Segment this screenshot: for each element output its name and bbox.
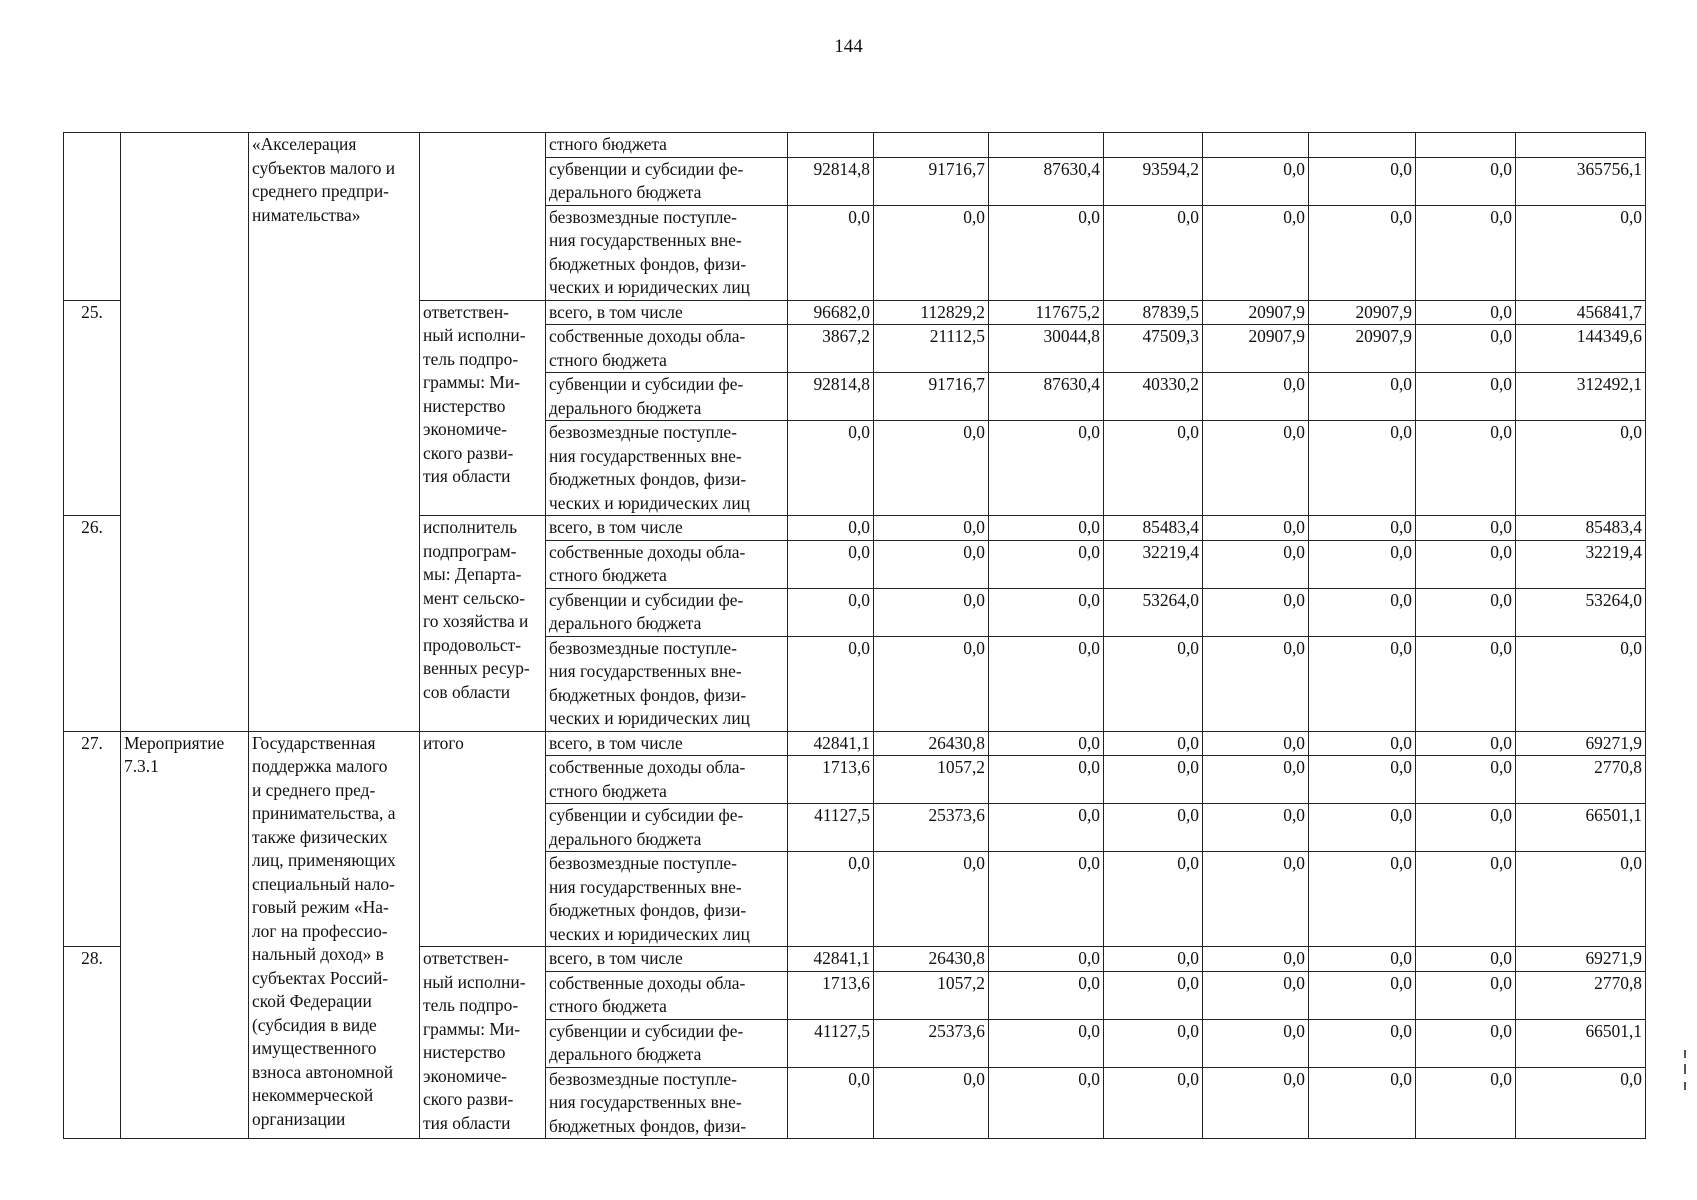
value-cell: 92814,8 [788, 157, 874, 205]
value-cell: 0,0 [874, 1067, 989, 1139]
value-cell: 0,0 [989, 421, 1104, 516]
text-line: тия области [423, 1112, 511, 1133]
value-cell: 25373,6 [874, 804, 989, 852]
value-cell: 0,0 [1309, 731, 1416, 756]
value-cell: 0,0 [1309, 971, 1416, 1019]
text-line: безвозмездные поступле- [549, 853, 737, 873]
executor-cell [420, 516, 546, 732]
value-cell: 0,0 [1309, 588, 1416, 636]
text-line: стного бюджета [549, 565, 667, 585]
funding-source-cell [546, 1019, 788, 1067]
text-line: граммы: Ми- [423, 1018, 520, 1039]
value-cell: 93594,2 [1104, 157, 1203, 205]
text-line: специальный нало- [252, 873, 395, 894]
text-line: ской Федерации [252, 991, 372, 1011]
text-line: субвенции и субсидии фе- [549, 1020, 744, 1041]
value-cell: 32219,4 [1104, 540, 1203, 588]
text-line: «Акселерация [252, 134, 357, 154]
text-line: Государственная [252, 732, 376, 753]
text-line: тель подпро- [423, 348, 519, 369]
value-cell: 0,0 [1104, 1067, 1203, 1139]
text-line: лиц, применяющих [252, 850, 396, 870]
value-cell: 40330,2 [1104, 373, 1203, 421]
text-line: 7.3.1 [124, 756, 159, 776]
page-number: 144 [834, 36, 863, 57]
value-cell: 0,0 [1203, 971, 1309, 1019]
funding-source-cell [546, 1067, 788, 1139]
funding-source-cell [546, 636, 788, 731]
value-cell: 0,0 [1309, 947, 1416, 972]
value-cell: 0,0 [1203, 205, 1309, 300]
value-cell: 0,0 [1203, 636, 1309, 731]
value-cell [1416, 133, 1516, 158]
text-line: ответствен- [423, 948, 509, 968]
value-cell: 1713,6 [788, 756, 874, 804]
funding-source-cell [546, 516, 788, 541]
value-cell: 0,0 [1416, 731, 1516, 756]
text-line: безвозмездные поступле- [549, 422, 737, 442]
funding-source-cell [546, 325, 788, 373]
text-line: экономиче- [423, 1065, 507, 1086]
value-cell: 0,0 [788, 636, 874, 731]
event-cell [121, 731, 249, 1139]
value-cell: 0,0 [1309, 421, 1416, 516]
text-line: ческих и юридических лиц [549, 277, 750, 297]
value-cell: 0,0 [1309, 1067, 1416, 1139]
text-line: ния государственных вне- [549, 876, 742, 897]
value-cell: 87630,4 [989, 373, 1104, 421]
text-line: субвенции и субсидии фе- [549, 374, 744, 394]
value-cell: 0,0 [1416, 852, 1516, 947]
funding-source-cell [546, 300, 788, 325]
value-cell: 26430,8 [874, 731, 989, 756]
text-line: мы: Департа- [423, 564, 522, 584]
value-cell: 0,0 [989, 947, 1104, 972]
executor-cell [420, 731, 546, 947]
funding-source-cell [546, 157, 788, 205]
value-cell: 0,0 [989, 731, 1104, 756]
value-cell: 0,0 [1309, 1019, 1416, 1067]
value-cell: 0,0 [874, 205, 989, 300]
value-cell [788, 133, 874, 158]
value-cell: 0,0 [1309, 373, 1416, 421]
value-cell: 0,0 [1203, 756, 1309, 804]
text-line: лог на профессио- [252, 920, 388, 941]
value-cell: 2770,8 [1516, 756, 1646, 804]
value-cell: 96682,0 [788, 300, 874, 325]
funding-source-cell [546, 756, 788, 804]
value-cell: 66501,1 [1516, 804, 1646, 852]
value-cell: 32219,4 [1516, 540, 1646, 588]
funding-source-cell [546, 205, 788, 300]
value-cell: 0,0 [989, 852, 1104, 947]
text-line: бюджетных фондов, физи- [549, 469, 747, 489]
text-line: ния государственных вне- [549, 661, 742, 681]
value-cell: 0,0 [874, 516, 989, 541]
text-line: ный исполни- [423, 971, 526, 992]
text-line: субвенции и субсидии фе- [549, 805, 744, 825]
value-cell: 0,0 [1309, 852, 1416, 947]
program-title-cell [249, 731, 420, 1139]
funding-source-cell [546, 540, 788, 588]
value-cell [1516, 133, 1646, 158]
value-cell: 0,0 [989, 636, 1104, 731]
text-line: тия области [423, 466, 511, 486]
value-cell: 1057,2 [874, 756, 989, 804]
text-line: тель подпро- [423, 995, 519, 1015]
value-cell: 0,0 [989, 516, 1104, 541]
value-cell: 0,0 [1516, 421, 1646, 516]
text-line: и среднего пред- [252, 779, 376, 800]
value-cell: 41127,5 [788, 804, 874, 852]
text-line: нальный доход» в [252, 944, 384, 964]
value-cell: 42841,1 [788, 947, 874, 972]
value-cell: 0,0 [1104, 731, 1203, 756]
value-cell: 92814,8 [788, 373, 874, 421]
index-cell: 28. [64, 947, 121, 1139]
value-cell: 0,0 [1203, 421, 1309, 516]
value-cell: 0,0 [1416, 1019, 1516, 1067]
text-line: стного бюджета [549, 134, 667, 154]
value-cell: 0,0 [1309, 756, 1416, 804]
table-row [64, 133, 1646, 158]
text-line: собственные доходы обла- [549, 972, 746, 993]
value-cell [1104, 133, 1203, 158]
text-line: ского разви- [423, 1089, 514, 1109]
text-line: принимательства, а [252, 803, 396, 823]
text-line: собственные доходы обла- [549, 326, 746, 346]
value-cell: 0,0 [788, 516, 874, 541]
value-cell: 69271,9 [1516, 731, 1646, 756]
value-cell: 0,0 [1309, 516, 1416, 541]
value-cell: 0,0 [788, 205, 874, 300]
text-line: экономиче- [423, 419, 507, 439]
value-cell: 0,0 [1416, 157, 1516, 205]
text-line: ответствен- [423, 301, 509, 322]
value-cell: 2770,8 [1516, 971, 1646, 1019]
text-line: ческих и юридических лиц [549, 708, 750, 728]
text-line: стного бюджета [549, 780, 667, 801]
text-line: исполнитель [423, 517, 518, 537]
value-cell: 0,0 [1203, 852, 1309, 947]
text-line: продовольст- [423, 634, 522, 655]
text-line: мент сельско- [423, 587, 526, 608]
value-cell: 30044,8 [989, 325, 1104, 373]
value-cell: 47509,3 [1104, 325, 1203, 373]
value-cell: 0,0 [788, 421, 874, 516]
text-line: граммы: Ми- [423, 372, 520, 392]
value-cell: 1057,2 [874, 971, 989, 1019]
value-cell [874, 133, 989, 158]
text-line: венных ресур- [423, 658, 530, 678]
value-cell: 365756,1 [1516, 157, 1646, 205]
value-cell: 0,0 [1416, 540, 1516, 588]
text-line: ния государственных вне- [549, 230, 742, 250]
text-line: собственные доходы обла- [549, 541, 746, 562]
text-line: среднего предпри- [252, 181, 389, 201]
text-line: субвенции и субсидии фе- [549, 589, 744, 610]
value-cell: 312492,1 [1516, 373, 1646, 421]
table-row [64, 731, 1646, 756]
value-cell: 0,0 [1416, 300, 1516, 325]
text-line: сов области [423, 681, 511, 702]
scan-margin-mark [1684, 1082, 1686, 1090]
value-cell: 0,0 [989, 540, 1104, 588]
value-cell: 21112,5 [874, 325, 989, 373]
value-cell: 87630,4 [989, 157, 1104, 205]
value-cell: 66501,1 [1516, 1019, 1646, 1067]
value-cell: 85483,4 [1104, 516, 1203, 541]
executor-cell [420, 947, 546, 1139]
text-line: ского разви- [423, 442, 514, 463]
index-cell [64, 133, 121, 301]
value-cell [989, 133, 1104, 158]
text-line: организации [252, 1108, 346, 1129]
value-cell: 0,0 [1416, 947, 1516, 972]
value-cell: 69271,9 [1516, 947, 1646, 972]
value-cell: 0,0 [1416, 636, 1516, 731]
text-line: безвозмездные поступле- [549, 206, 737, 227]
value-cell: 26430,8 [874, 947, 989, 972]
value-cell: 0,0 [1416, 971, 1516, 1019]
value-cell: 0,0 [989, 756, 1104, 804]
text-line: нистерство [423, 1042, 506, 1062]
text-line: итого [423, 732, 464, 753]
value-cell: 0,0 [788, 1067, 874, 1139]
value-cell [1309, 133, 1416, 158]
value-cell: 0,0 [1104, 852, 1203, 947]
value-cell: 0,0 [1416, 325, 1516, 373]
value-cell: 42841,1 [788, 731, 874, 756]
funding-source-cell [546, 133, 788, 158]
value-cell: 1713,6 [788, 971, 874, 1019]
value-cell: 0,0 [1516, 636, 1646, 731]
budget-table [63, 132, 1646, 1139]
value-cell: 0,0 [788, 540, 874, 588]
value-cell: 53264,0 [1104, 588, 1203, 636]
text-line: дерального бюджета [549, 1044, 702, 1064]
funding-source-cell [546, 588, 788, 636]
value-cell: 0,0 [874, 540, 989, 588]
text-line: нистерство [423, 395, 506, 416]
value-cell: 0,0 [1309, 636, 1416, 731]
text-line: го хозяйства и [423, 611, 529, 631]
value-cell: 85483,4 [1516, 516, 1646, 541]
text-line: дерального бюджета [549, 397, 702, 418]
text-line: стного бюджета [549, 349, 667, 370]
value-cell: 0,0 [1203, 1019, 1309, 1067]
text-line: дерального бюджета [549, 828, 702, 849]
value-cell: 0,0 [1203, 373, 1309, 421]
text-line: говый режим «На- [252, 897, 389, 917]
value-cell: 20907,9 [1203, 325, 1309, 373]
value-cell: 0,0 [1416, 205, 1516, 300]
value-cell: 25373,6 [874, 1019, 989, 1067]
text-line: ный исполни- [423, 325, 526, 345]
value-cell: 0,0 [1516, 205, 1646, 300]
value-cell: 0,0 [989, 1019, 1104, 1067]
text-line: субъектах Россий- [252, 967, 389, 988]
value-cell: 91716,7 [874, 373, 989, 421]
text-line: ния государственных вне- [549, 1092, 742, 1112]
text-line: дерального бюджета [549, 613, 702, 633]
text-line: безвозмездные поступле- [549, 637, 737, 658]
value-cell: 20907,9 [1309, 300, 1416, 325]
funding-source-cell [546, 971, 788, 1019]
value-cell: 0,0 [1416, 373, 1516, 421]
text-line: всего, в том числе [549, 517, 683, 537]
value-cell: 0,0 [989, 588, 1104, 636]
value-cell: 0,0 [874, 421, 989, 516]
value-cell: 0,0 [1416, 804, 1516, 852]
executor-cell [420, 300, 546, 516]
value-cell: 0,0 [874, 636, 989, 731]
index-cell: 26. [64, 516, 121, 732]
value-cell: 0,0 [1516, 1067, 1646, 1139]
value-cell: 0,0 [1416, 1067, 1516, 1139]
text-line: бюджетных фондов, физи- [549, 684, 747, 705]
value-cell: 0,0 [1309, 157, 1416, 205]
value-cell: 3867,2 [788, 325, 874, 373]
value-cell: 0,0 [1203, 804, 1309, 852]
text-line: безвозмездные поступле- [549, 1068, 737, 1089]
text-line: субвенции и субсидии фе- [549, 158, 744, 179]
value-cell: 0,0 [1309, 804, 1416, 852]
value-cell: 0,0 [1104, 756, 1203, 804]
scan-margin-mark [1684, 1064, 1686, 1074]
text-line: бюджетных фондов, физи- [549, 1115, 747, 1136]
value-cell [1203, 133, 1309, 158]
value-cell: 0,0 [1416, 421, 1516, 516]
value-cell: 0,0 [989, 971, 1104, 1019]
executor-cell [420, 133, 546, 301]
value-cell: 0,0 [1104, 947, 1203, 972]
value-cell: 0,0 [1203, 157, 1309, 205]
value-cell: 0,0 [989, 205, 1104, 300]
text-line: поддержка малого [252, 756, 388, 776]
value-cell: 20907,9 [1309, 325, 1416, 373]
value-cell: 112829,2 [874, 300, 989, 325]
funding-source-cell [546, 947, 788, 972]
funding-source-cell [546, 804, 788, 852]
text-line: Мероприятие [124, 732, 225, 753]
text-line: ческих и юридических лиц [549, 923, 750, 944]
value-cell: 0,0 [788, 588, 874, 636]
text-line: ческих и юридических лиц [549, 492, 750, 513]
value-cell: 0,0 [1203, 588, 1309, 636]
value-cell: 0,0 [1203, 516, 1309, 541]
funding-source-cell [546, 852, 788, 947]
value-cell: 456841,7 [1516, 300, 1646, 325]
value-cell: 0,0 [1104, 804, 1203, 852]
text-line: (субсидия в виде [252, 1014, 377, 1035]
value-cell: 20907,9 [1203, 300, 1309, 325]
funding-source-cell [546, 421, 788, 516]
text-line: дерального бюджета [549, 182, 702, 202]
text-line: бюджетных фондов, физи- [549, 900, 747, 920]
text-line: имущественного [252, 1038, 377, 1058]
value-cell: 87839,5 [1104, 300, 1203, 325]
scan-margin-mark [1684, 1050, 1686, 1058]
value-cell: 0,0 [1516, 852, 1646, 947]
value-cell: 0,0 [1203, 947, 1309, 972]
value-cell: 0,0 [1104, 971, 1203, 1019]
value-cell: 53264,0 [1516, 588, 1646, 636]
value-cell: 0,0 [1309, 205, 1416, 300]
value-cell: 0,0 [1104, 636, 1203, 731]
value-cell: 117675,2 [989, 300, 1104, 325]
text-line: нимательства» [252, 204, 361, 225]
funding-source-cell [546, 731, 788, 756]
value-cell: 0,0 [874, 588, 989, 636]
index-cell: 25. [64, 300, 121, 516]
text-line: подпрограм- [423, 540, 517, 561]
text-line: стного бюджета [549, 996, 667, 1016]
text-line: всего, в том числе [549, 732, 683, 753]
text-line: ния государственных вне- [549, 445, 742, 466]
value-cell: 0,0 [1309, 540, 1416, 588]
value-cell: 0,0 [1416, 756, 1516, 804]
text-line: взноса автономной [252, 1061, 394, 1082]
value-cell: 0,0 [1104, 421, 1203, 516]
value-cell: 91716,7 [874, 157, 989, 205]
value-cell: 0,0 [1203, 731, 1309, 756]
value-cell: 144349,6 [1516, 325, 1646, 373]
value-cell: 0,0 [788, 852, 874, 947]
value-cell: 41127,5 [788, 1019, 874, 1067]
text-line: бюджетных фондов, физи- [549, 253, 747, 274]
text-line: всего, в том числе [549, 301, 683, 322]
text-line: субъектов малого и [252, 157, 396, 178]
value-cell: 0,0 [1203, 1067, 1309, 1139]
value-cell: 0,0 [874, 852, 989, 947]
value-cell: 0,0 [1416, 516, 1516, 541]
value-cell: 0,0 [989, 1067, 1104, 1139]
value-cell: 0,0 [989, 804, 1104, 852]
program-title-cell [249, 133, 420, 732]
text-line: собственные доходы обла- [549, 757, 746, 777]
text-line: также физических [252, 826, 388, 847]
value-cell: 0,0 [1104, 1019, 1203, 1067]
value-cell: 0,0 [1416, 588, 1516, 636]
value-cell: 0,0 [1203, 540, 1309, 588]
text-line: некоммерческой [252, 1085, 374, 1105]
text-line: всего, в том числе [549, 948, 683, 968]
value-cell: 0,0 [1104, 205, 1203, 300]
index-cell: 27. [64, 731, 121, 947]
event-cell [121, 133, 249, 732]
funding-source-cell [546, 373, 788, 421]
